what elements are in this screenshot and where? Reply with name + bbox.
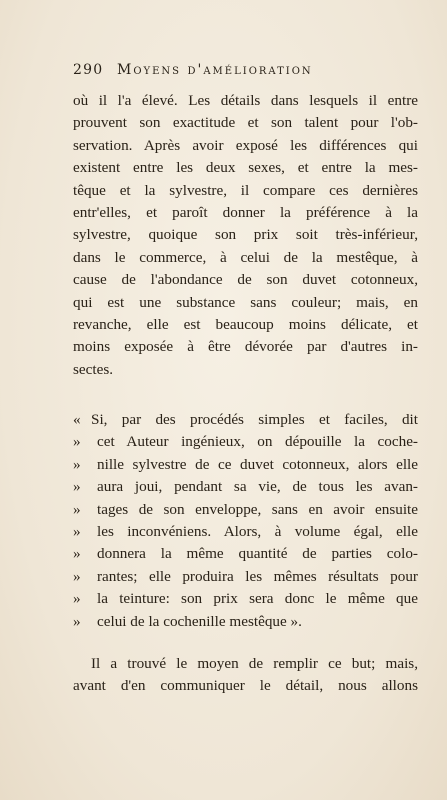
quote-line [73, 409, 418, 431]
quote-line [73, 499, 418, 521]
paragraph-3 [73, 653, 418, 698]
quote-text: donnera la même quantité de parties colo- [97, 545, 418, 563]
paragraph-gap [73, 381, 418, 409]
text-line: servation. Après avoir exposé les différences qui [73, 136, 418, 154]
quote-line [73, 566, 418, 588]
quote-line [73, 454, 418, 476]
text-line: têque et la sylvestre, il compare ces dernières [73, 181, 418, 199]
quote-line [73, 431, 418, 453]
quote-text: celui de la cochenille mestêque ». [97, 612, 302, 630]
quote-text: tages de son enveloppe, sans en avoir ensuite [97, 500, 418, 518]
quote-mark: « [73, 411, 81, 429]
quote-text: cet Auteur ingénieux, on dépouille la coche- [97, 433, 418, 451]
quote-mark: » [73, 478, 81, 496]
text-line: dans le commerce, à celui de la mestêque, à [73, 248, 418, 266]
quote-mark: » [73, 590, 81, 608]
quote-text: la teinture: son prix sera donc le même que [97, 590, 418, 608]
text-line: entr'elles, et paroît donner la préférence à la [73, 203, 418, 221]
quote-line [73, 543, 418, 565]
text-line: moins exposée à être dévorée par d'autres in- [73, 338, 418, 356]
text-line: Il a trouvé le moyen de remplir ce but; mais, [91, 654, 418, 672]
text-line: cause de l'abondance de son duvet cotonneux, [73, 271, 418, 289]
running-title: Moyens d'amélioration [116, 62, 313, 78]
page-number: 290 [73, 62, 104, 78]
running-header [73, 62, 387, 78]
quote-line [73, 476, 418, 498]
quote-mark: » [73, 545, 81, 563]
text-line: sectes. [73, 360, 114, 378]
text-line: sylvestre, quoique son prix soit très-inférieur, [73, 226, 418, 244]
paragraph-1 [73, 90, 418, 381]
text-line: qui est une substance sans couleur; mais, en [73, 293, 418, 311]
quotation [73, 409, 418, 633]
quote-text: les inconvéniens. Alors, à volume égal, elle [97, 523, 418, 541]
paragraph-gap [73, 633, 418, 653]
text-line: avant d'en communiquer le détail, nous allons [73, 677, 418, 695]
text-line: revanche, elle est beaucoup moins délicate, et [73, 315, 418, 333]
quote-text: aura joui, pendant sa vie, de tous les avan- [97, 478, 418, 496]
page-body [73, 90, 418, 698]
quote-text: nille sylvestre de ce duvet cotonneux, alors elle [97, 455, 418, 473]
quote-line [73, 588, 418, 610]
quote-mark: » [73, 523, 81, 541]
text-line: existent entre les deux sexes, et entre la mes- [73, 159, 418, 177]
quote-line [73, 521, 418, 543]
quote-mark: » [73, 433, 81, 451]
text-line: prouvent son exactitude et son talent pour l'ob- [73, 114, 418, 132]
quote-mark: » [73, 567, 81, 585]
quote-line [73, 611, 418, 633]
text-line: où il l'a élevé. Les détails dans lesquels il entre [73, 92, 418, 109]
quote-mark: » [73, 455, 81, 473]
quote-mark: » [73, 612, 81, 630]
quote-mark: » [73, 500, 81, 518]
quote-text: Si, par des procédés simples et faciles, dit [91, 411, 418, 429]
quote-text: rantes; elle produira les mêmes résultats pour [97, 567, 418, 585]
